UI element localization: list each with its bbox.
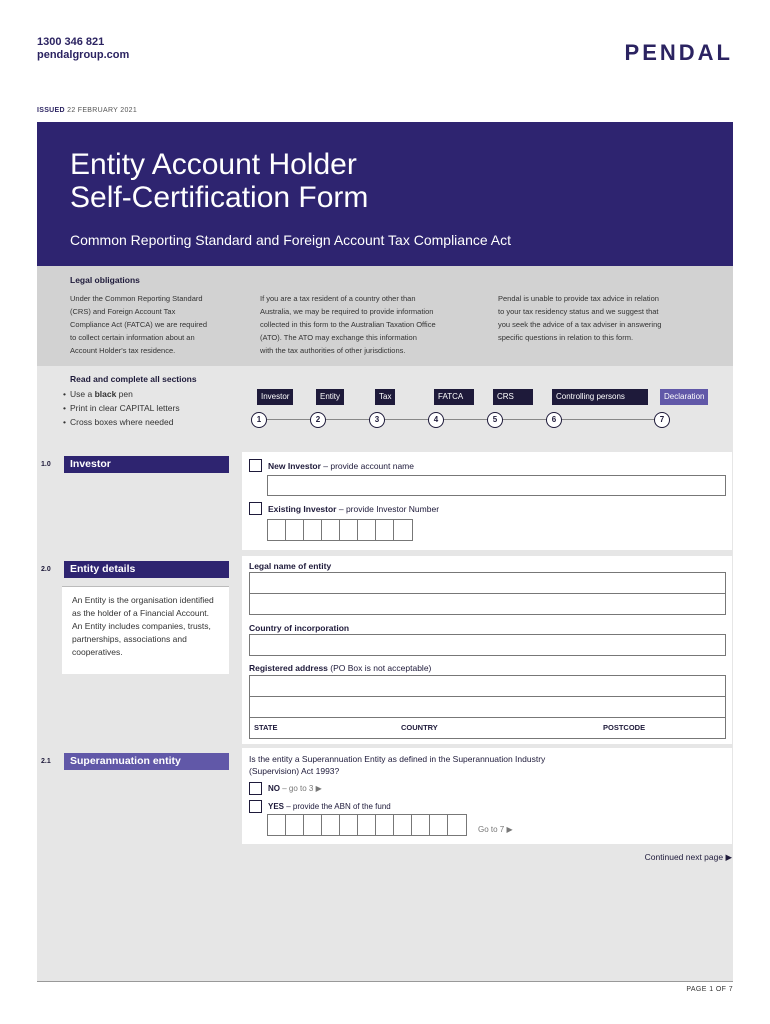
pendal-logo: PENDAL [624, 40, 733, 65]
continued-next-page: Continued next page ▶ [644, 852, 732, 862]
form-title [70, 148, 368, 214]
legal-heading: Legal obligations [70, 275, 140, 285]
super-no-label [268, 784, 322, 793]
entity-note: An Entity is the organisation identified as the holder of a Financial Account. An Entity includes companies, trusts, partnerships, associations and cooperatives. [62, 586, 229, 674]
section-number-1: 1.0 [41, 461, 51, 468]
question-line-1: Is the entity a Superannuation Entity as defined in the Superannuation Industry [249, 754, 546, 764]
form-subtitle: Common Reporting Standard and Foreign Account Tax Compliance Act [70, 232, 511, 248]
step-number-6: 6 [546, 412, 562, 428]
instructions-panel [37, 366, 733, 436]
super-no-checkbox[interactable] [249, 782, 262, 795]
legal-col-3-line: Pendal is unable to provide tax advice in relation [498, 294, 659, 303]
legal-col-1-line: Under the Common Reporting Standard [70, 294, 203, 303]
super-yes-rest: – provide the ABN of the fund [284, 802, 391, 811]
instruction-bold: black [94, 389, 117, 399]
legal-col-2 [260, 292, 436, 357]
super-yes-label [268, 802, 391, 811]
question-line-2: (Supervision) Act 1993? [249, 766, 340, 776]
instructions-heading: Read and complete all sections [70, 374, 197, 384]
legal-name-field-1[interactable] [249, 572, 726, 594]
existing-investor-bold: Existing Investor [268, 504, 337, 514]
legal-col-3 [498, 292, 661, 344]
instruction-item: • Print in clear CAPITAL letters [63, 401, 180, 415]
legal-col-3-line: to your tax residency status and we suggest that [498, 307, 659, 316]
postcode-label: POSTCODE [603, 723, 646, 732]
step-number-5: 5 [487, 412, 503, 428]
existing-investor-checkbox[interactable] [249, 502, 262, 515]
investor-number-boxes[interactable] [267, 519, 413, 541]
legal-col-1-line: (CRS) and Foreign Account Tax [70, 307, 176, 316]
step-number-4: 4 [428, 412, 444, 428]
section-heading-entity-details: Entity details [64, 561, 229, 578]
step-connector-line [267, 419, 661, 420]
issued-date-value: 22 FEBRUARY 2021 [67, 107, 138, 114]
legal-name-field-2[interactable] [249, 593, 726, 615]
legal-col-2-line: with the tax authorities of other jurisdictions. [260, 346, 406, 355]
step-number-1: 1 [251, 412, 267, 428]
footer-divider [37, 981, 733, 982]
step-tag-tax[interactable]: Tax [375, 389, 395, 405]
step-number-2: 2 [310, 412, 326, 428]
step-tag-entity[interactable]: Entity [316, 389, 344, 405]
address-field-3[interactable] [249, 717, 726, 739]
country-field[interactable] [249, 634, 726, 656]
legal-col-2-line: collected in this form to the Australian Taxation Office [260, 320, 436, 329]
legal-col-2-line: Australia, we may be required to provide information [260, 307, 434, 316]
legal-col-3-line: you seek the advice of a tax adviser in answering [498, 320, 662, 329]
issued-label: ISSUED [37, 107, 65, 114]
step-tag-investor[interactable]: Investor [257, 389, 293, 405]
existing-investor-rest: – provide Investor Number [336, 504, 440, 514]
step-tag-controlling-persons[interactable]: Controlling persons [552, 389, 648, 405]
section-heading-investor: Investor [64, 456, 229, 473]
issued-date [37, 107, 137, 114]
step-tag-declaration[interactable]: Declaration [660, 389, 708, 405]
super-yes-checkbox[interactable] [249, 800, 262, 813]
legal-name-label [249, 561, 331, 571]
instruction-text: pen [116, 389, 133, 399]
new-investor-checkbox[interactable] [249, 459, 262, 472]
section-heading-superannuation: Superannuation entity [64, 753, 229, 770]
legal-name-text: Legal name of entity [249, 561, 332, 571]
address-label [249, 663, 431, 673]
country-text: Country of incorporation [249, 623, 350, 633]
abn-boxes[interactable] [267, 814, 467, 836]
country-label [249, 623, 349, 633]
title-banner [37, 122, 733, 266]
super-yes-bold: YES [268, 802, 285, 811]
super-no-rest: – go to 3 ▶ [280, 784, 322, 793]
instructions-list [63, 387, 180, 429]
super-no-bold: NO [268, 784, 280, 793]
country-column-label: COUNTRY [401, 723, 438, 732]
section-number-2: 2.0 [41, 566, 51, 573]
address-rest: (PO Box is not acceptable) [327, 663, 432, 673]
legal-col-1 [70, 292, 207, 357]
address-bold: Registered address [249, 663, 328, 673]
address-field-1[interactable] [249, 675, 726, 697]
step-number-7: 7 [654, 412, 670, 428]
instruction-text: Use a [69, 389, 95, 399]
legal-obligations [37, 266, 733, 366]
superannuation-question [249, 753, 545, 777]
legal-col-1-line: Account Holder's tax residence. [70, 346, 176, 355]
existing-investor-label [268, 504, 439, 514]
new-investor-rest: – provide account name [320, 461, 414, 471]
step-tag-crs[interactable]: CRS [493, 389, 533, 405]
account-name-field[interactable] [267, 475, 726, 496]
section-number-2-1: 2.1 [41, 758, 51, 765]
website: pendalgroup.com [37, 49, 130, 61]
legal-col-3-line: specific questions in relation to this form. [498, 333, 634, 342]
address-field-2[interactable] [249, 696, 726, 718]
legal-col-1-line: to collect certain information about an [70, 333, 195, 342]
contact-block [37, 36, 129, 62]
legal-col-1-line: Compliance Act (FATCA) we are required [70, 320, 207, 329]
form-title-line1: Entity Account Holder [70, 148, 357, 181]
page-number: PAGE 1 OF 7 [686, 986, 733, 993]
step-tag-fatca[interactable]: FATCA [434, 389, 474, 405]
instruction-item: • Cross boxes where needed [63, 415, 180, 429]
step-number-3: 3 [369, 412, 385, 428]
legal-col-2-line: If you are a tax resident of a country other than [260, 294, 416, 303]
form-title-line2: Self-Certification Form [70, 181, 369, 214]
instruction-item [63, 387, 180, 401]
legal-col-2-line: (ATO). The ATO may exchange this information [260, 333, 417, 342]
state-label: STATE [254, 723, 278, 732]
phone-number: 1300 346 821 [37, 36, 105, 48]
new-investor-bold: New Investor [268, 461, 321, 471]
goto-7-label: Go to 7 ▶ [478, 825, 513, 834]
new-investor-label [268, 461, 414, 471]
